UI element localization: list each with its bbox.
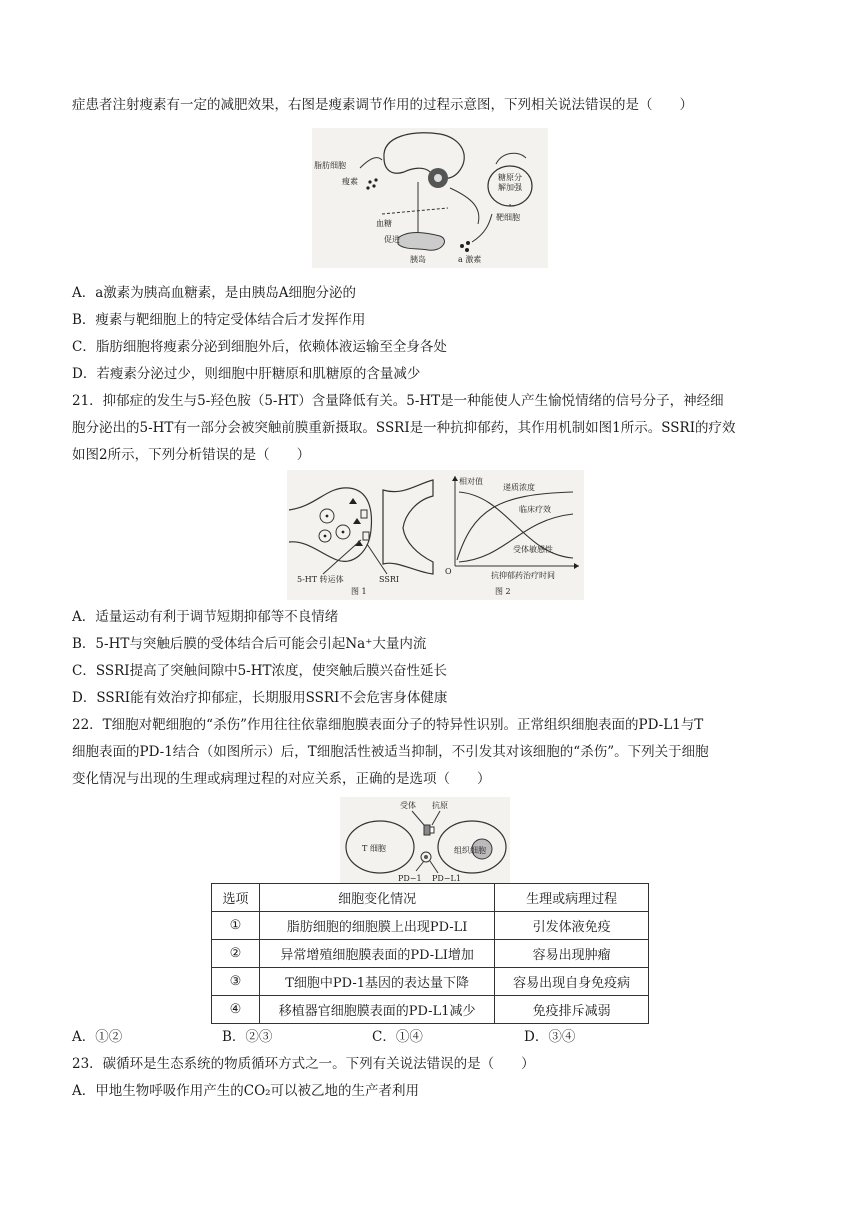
table-cell: ① [212,912,260,940]
table-header-row [212,884,649,912]
q22-choice-d: D．③④ [524,1029,576,1045]
q20-option-d: D．若瘦素分泌过少，则细胞中肝糖原和肌糖原的含量减少 [72,366,421,382]
table-cell: 容易出现肿瘤 [495,940,649,968]
fig2-label-sensitivity: 受体敏感性 [513,545,553,554]
fig-label-promote: 促进 [384,235,400,244]
fig1-caption: 图 1 [351,587,367,596]
fig-label-islet: 胰岛 [410,255,426,264]
fig-label-tissue-cell: 组织细胞 [454,846,486,855]
ssri-figures [287,470,584,600]
fig-label-receptor: 受体 [400,801,416,810]
fig-label-pdl1: PD−L1 [432,874,461,883]
table-cell: 免疫排斥减弱 [495,996,649,1024]
q21-option-c: C．SSRI提高了突触间隙中5-HT浓度，使突触后膜兴奋性延长 [72,663,448,679]
q20-option-b: B．瘦素与靶细胞上的特定受体结合后才发挥作用 [72,312,366,328]
fig2-origin: O [445,567,452,576]
fig-label-a-hormone: a 激素 [458,255,482,264]
q21-option-b: B．5-HT与突触后膜的受体结合后可能会引起Na⁺大量内流 [72,636,427,652]
table-row [212,996,649,1024]
table-cell: 移植器官细胞膜表面的PD-L1减少 [259,996,494,1024]
q21-option-d: D．SSRI能有效治疗抑郁症，长期服用SSRI不会危害身体健康 [72,690,448,706]
fig-label-glycogen-1: 糖原分 [498,173,522,182]
q22-choice-c: C．①④ [372,1029,423,1045]
q21-stem-line2: 胞分泌出的5-HT有一部分会被突触前膜重新摄取。SSRI是一种抗抑郁药，其作用机制如图1所示。SSRI的疗效 [72,420,736,436]
fig-label-blood-sugar: 血糖 [376,219,392,228]
table-row [212,912,649,940]
table-cell: T细胞中PD-1基因的表达量下降 [259,968,494,996]
q20-stem-tail: 症患者注射瘦素有一定的减肥效果，右图是瘦素调节作用的过程示意图，下列相关说法错误的是（ ） [72,97,693,113]
fig-label-pd1: PD−1 [398,874,422,883]
q22-choice-b: B．②③ [222,1029,273,1045]
table-cell: ② [212,940,260,968]
q21-option-a: A．适量运动有利于调节短期抑郁等不良情绪 [72,609,339,625]
table-cell: 脂肪细胞的细胞膜上出现PD-LI [259,912,494,940]
q20-option-a: A．a激素为胰高血糖素，是由胰岛A细胞分泌的 [72,285,357,301]
fig2-label-conc: 递质浓度 [503,483,535,492]
q20-option-c: C．脂肪细胞将瘦素分泌到细胞外后，依赖体液运输至全身各处 [72,339,447,355]
pd1-binding-figure [340,797,510,883]
fig-label-t-cell: T 细胞 [362,844,386,853]
fig-label-fat-cell: 脂肪细胞 [314,161,346,170]
fig2-ylabel: 相对值 [459,477,483,486]
q23-stem: 23．碳循环是生态系统的物质循环方式之一。下列有关说法错误的是（ ） [72,1056,535,1072]
table-header-cell: 细胞变化情况 [259,884,494,912]
table-cell: ③ [212,968,260,996]
q22-choice-a: A．①② [72,1029,123,1045]
q22-options-table [211,883,649,1024]
fig2-label-efficacy: 临床疗效 [519,505,551,514]
table-cell: ④ [212,996,260,1024]
leptin-regulation-figure [312,128,548,268]
table-header-cell: 生理或病理过程 [495,884,649,912]
q21-stem-line3: 如图2所示，下列分析错误的是（ ） [72,447,311,463]
table-row [212,968,649,996]
table-header-cell: 选项 [212,884,260,912]
fig-label-glycogen-2: 解加强 [498,183,522,192]
table-cell: 引发体液免疫 [495,912,649,940]
q23-option-a: A．甲地生物呼吸作用产生的CO₂可以被乙地的生产者利用 [72,1083,420,1099]
fig1-label-transporter: 5-HT 转运体 [297,575,344,584]
fig2-xlabel: 抗抑郁药治疗时间 [491,571,555,580]
table-cell: 异常增殖细胞膜表面的PD-LI增加 [259,940,494,968]
q22-stem-line3: 变化情况与出现的生理或病理过程的对应关系，正确的是选项（ ） [72,771,491,787]
fig-label-target-cell: 靶细胞 [496,213,520,222]
fig-label-leptin: 瘦素 [342,177,358,186]
q21-stem-line1: 21．抑郁症的发生与5-羟色胺（5-HT）含量降低有关。5-HT是一种能使人产生愉悦情绪的信号分子，神经细 [72,393,724,409]
table-row [212,940,649,968]
fig-label-antigen: 抗原 [432,801,448,810]
q22-choices [72,1027,672,1047]
q22-stem-line1: 22．T细胞对靶细胞的“杀伤”作用往往依靠细胞膜表面分子的特异性识别。正常组织细胞表面的PD-L1与T [72,717,704,733]
q22-stem-line2: 细胞表面的PD-1结合（如图所示）后，T细胞活性被适当抑制，不引发其对该细胞的“杀伤”。下列关于细胞 [72,744,709,760]
table-cell: 容易出现自身免疫病 [495,968,649,996]
fig2-caption: 图 2 [495,587,511,596]
fig1-label-ssri: SSRI [379,575,400,584]
